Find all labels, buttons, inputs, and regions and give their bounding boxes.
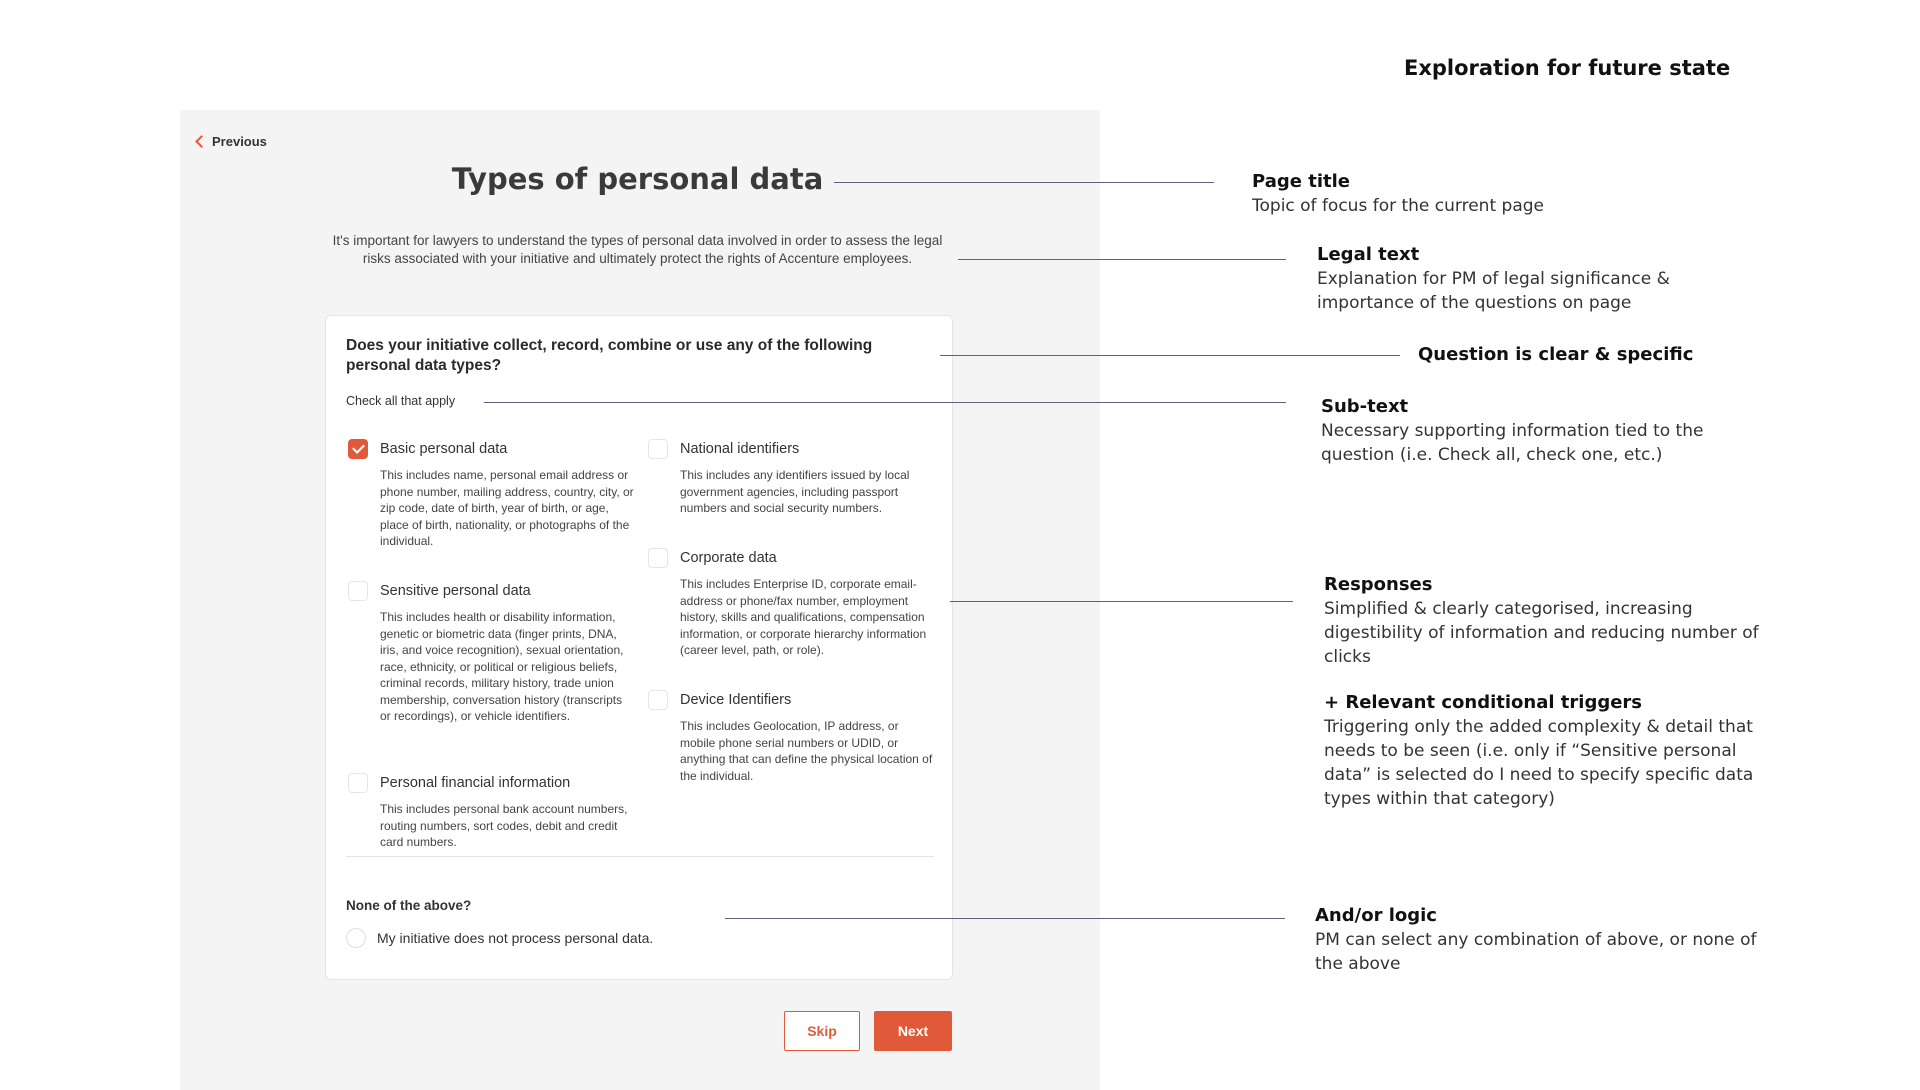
checkbox-sensitive-personal-data[interactable] <box>348 581 368 601</box>
annotation-title: Question is clear & specific <box>1418 344 1694 365</box>
option-label: Device Identifiers <box>680 692 792 708</box>
connector-line-and-or <box>725 918 1285 919</box>
option-none[interactable] <box>346 928 653 948</box>
skip-button[interactable]: Skip <box>784 1011 860 1051</box>
checkbox-national-identifiers[interactable] <box>648 439 668 459</box>
option-personal-financial-information[interactable] <box>348 773 628 851</box>
checkbox-personal-financial-information[interactable] <box>348 773 368 793</box>
option-label: Personal financial information <box>380 775 571 791</box>
none-of-the-above-question: None of the above? <box>346 898 472 913</box>
option-description: This includes personal bank account numbers, routing numbers, sort codes, debit and credit card numbers. <box>380 802 628 849</box>
annotation-description: Topic of focus for the current page <box>1252 196 1544 216</box>
annotation-title: + Relevant conditional triggers <box>1324 692 1643 713</box>
annotation-sub-text <box>1321 396 1721 467</box>
page-title: Types of personal data <box>451 162 824 196</box>
option-sensitive-personal-data[interactable] <box>348 581 628 725</box>
next-button[interactable]: Next <box>874 1011 952 1051</box>
option-description: This includes Geolocation, IP address, or mobile phone serial numbers or UDID, or anything that can define the physical location of the individual. <box>680 719 933 783</box>
option-national-identifiers[interactable] <box>648 439 928 517</box>
radio-none[interactable] <box>346 928 366 948</box>
checkbox-corporate-data[interactable] <box>648 548 668 568</box>
connector-line-responses <box>950 601 1293 602</box>
annotation-responses <box>1324 574 1784 669</box>
annotation-title: Sub-text <box>1321 396 1409 417</box>
annotation-description: Simplified & clearly categorised, increasing digestibility of information and reducing number of clicks <box>1324 599 1759 667</box>
option-basic-personal-data[interactable] <box>348 439 634 550</box>
option-corporate-data[interactable] <box>648 548 928 659</box>
option-description: This includes any identifiers issued by local government agencies, including passport numbers and social security numbers. <box>680 468 910 515</box>
previous-label: Previous <box>212 134 267 149</box>
connector-line-question <box>940 355 1400 356</box>
option-device-identifiers[interactable] <box>648 690 933 784</box>
checkbox-basic-personal-data[interactable] <box>348 439 368 459</box>
annotation-description: Necessary supporting information tied to the question (i.e. Check all, check one, etc.) <box>1321 421 1704 465</box>
legal-text: It's important for lawyers to understand the types of personal data involved in order to assess the legal risks associated with your initiative and ultimately protect the rights of Accenture employees. <box>332 233 943 266</box>
annotation-page-title <box>1252 171 1544 218</box>
connector-line-page-title <box>834 182 1214 183</box>
option-description: This includes Enterprise ID, corporate email-address or phone/fax number, employment history, skills and qualifications, compensation information, or corporate hierarchy information (career level, path, or role). <box>680 577 927 657</box>
annotation-title: And/or logic <box>1315 905 1437 926</box>
option-description: This includes name, personal email address or phone number, mailing address, country, city, or zip code, date of birth, year of birth, or age, place of birth, nationality, or photographs of the individual. <box>380 468 634 548</box>
connector-line-legal-text <box>958 259 1286 260</box>
option-label: Sensitive personal data <box>380 583 531 599</box>
option-description: This includes health or disability information, genetic or biometric data (finger prints, DNA, iris, and voice recognition), sexual orientation, race, ethnicity, or political or religious beliefs, criminal records, military history, trade union membership, conversation history (transcripts or recordings), or vehicle identifiers. <box>380 610 624 723</box>
previous-link[interactable] <box>195 134 267 149</box>
annotation-title: Page title <box>1252 171 1350 192</box>
annotation-description: PM can select any combination of above, or none of the above <box>1315 930 1757 974</box>
annotation-question <box>1418 344 1693 365</box>
question-text: Does your initiative collect, record, combine or use any of the following personal data types? <box>346 337 873 374</box>
sub-text: Check all that apply <box>346 394 456 408</box>
chevron-left-icon <box>195 135 208 148</box>
option-label: Corporate data <box>680 550 777 566</box>
exploration-heading: Exploration for future state <box>1404 56 1731 80</box>
connector-line-sub-text <box>484 402 1286 403</box>
checkbox-device-identifiers[interactable] <box>648 690 668 710</box>
option-label: My initiative does not process personal data. <box>377 930 654 946</box>
annotation-title: Legal text <box>1317 244 1420 265</box>
question-card <box>325 315 953 980</box>
annotation-description: Explanation for PM of legal significance & importance of the questions on page <box>1317 269 1670 313</box>
annotation-conditional-triggers <box>1324 692 1784 811</box>
annotation-legal-text <box>1317 244 1697 315</box>
annotation-description: Triggering only the added complexity & detail that needs to be seen (i.e. only if “Sensitive personal data” is selected do I need to specify specific data types within that category) <box>1324 717 1754 809</box>
annotation-title: Responses <box>1324 574 1433 595</box>
annotation-and-or-logic <box>1315 905 1775 976</box>
option-label: National identifiers <box>680 441 800 457</box>
divider <box>346 856 934 857</box>
option-label: Basic personal data <box>380 441 508 457</box>
